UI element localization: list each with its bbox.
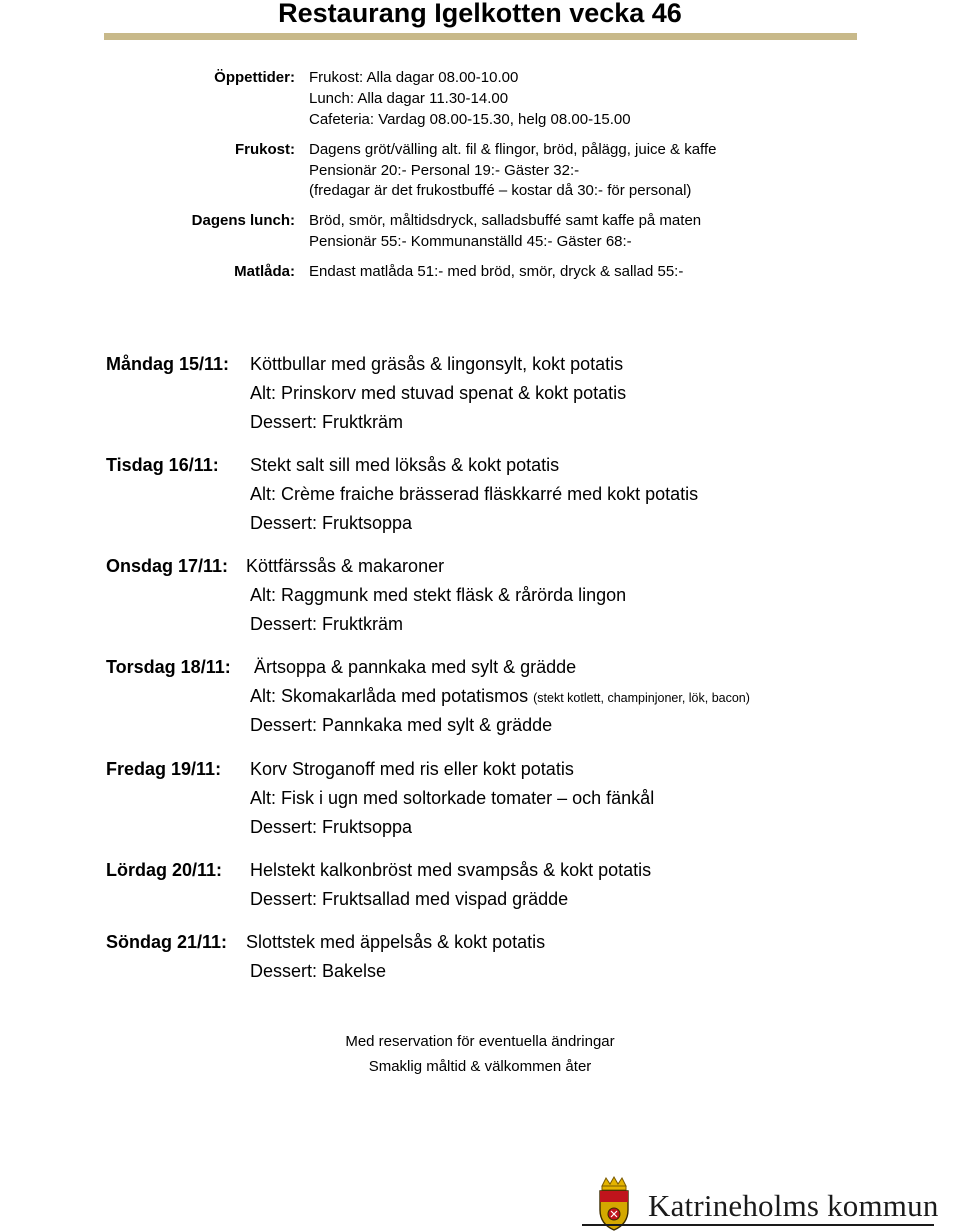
dish-dessert: Dessert: Fruktkräm bbox=[250, 412, 404, 432]
municipality-name: Katrineholms kommun bbox=[648, 1188, 939, 1223]
opening-hours-label: Öppettider: bbox=[214, 69, 295, 86]
logo-underline bbox=[582, 1224, 934, 1226]
footer-greeting: Smaklig måltid & välkommen åter bbox=[368, 1058, 592, 1075]
breakfast-line: Dagens gröt/välling alt. fil & flingor, bröd, pålägg, juice & kaffe bbox=[309, 141, 717, 158]
takeaway-label: Matlåda: bbox=[234, 263, 295, 280]
footer-disclaimer: Med reservation för eventuella ändringar bbox=[345, 1033, 615, 1050]
day-label-friday: Fredag 19/11: bbox=[106, 759, 222, 779]
lunch-label: Dagens lunch: bbox=[191, 212, 295, 229]
breakfast-label: Frukost: bbox=[235, 141, 295, 158]
takeaway-line: Endast matlåda 51:- med bröd, smör, dryck & sallad 55:- bbox=[309, 263, 684, 280]
day-label-thursday: Torsdag 18/11: bbox=[106, 657, 231, 677]
dish-dessert: Dessert: Pannkaka med sylt & grädde bbox=[250, 715, 553, 735]
opening-hours-line: Frukost: Alla dagar 08.00-10.00 bbox=[309, 69, 519, 86]
day-label-tuesday: Tisdag 16/11: bbox=[106, 455, 219, 475]
day-label-sunday: Söndag 21/11: bbox=[106, 932, 228, 952]
breakfast-line: Pensionär 20:- Personal 19:- Gäster 32:- bbox=[309, 162, 580, 179]
dish-dessert: Dessert: Fruktsallad med vispad grädde bbox=[250, 889, 569, 909]
dish-note: (stekt kotlett, champinjoner, lök, bacon) bbox=[533, 691, 750, 705]
page-title: Restaurang Igelkotten vecka 46 bbox=[278, 0, 682, 28]
lunch-line: Pensionär 55:- Kommunanställd 45:- Gäster 68:- bbox=[309, 233, 632, 250]
dish-main: Köttfärssås & makaroner bbox=[246, 556, 445, 576]
dish-dessert: Dessert: Fruktsoppa bbox=[250, 817, 413, 837]
dish-dessert: Dessert: Fruktsoppa bbox=[250, 513, 413, 533]
opening-hours-line: Lunch: Alla dagar 11.30-14.00 bbox=[309, 90, 509, 107]
dish-dessert: Dessert: Fruktkräm bbox=[250, 614, 404, 634]
breakfast-line: (fredagar är det frukostbuffé – kostar då 30:- för personal) bbox=[309, 182, 692, 199]
dish-dessert: Dessert: Bakelse bbox=[250, 961, 387, 981]
dish-alt: Alt: Crème fraiche brässerad fläskkarré med kokt potatis bbox=[250, 484, 699, 504]
day-label-wednesday: Onsdag 17/11: bbox=[106, 556, 229, 576]
dish-alt bbox=[250, 684, 750, 710]
opening-hours-line: Cafeteria: Vardag 08.00-15.30, helg 08.00-15.00 bbox=[309, 111, 631, 128]
dish-main: Korv Stroganoff med ris eller kokt potatis bbox=[250, 759, 574, 779]
dish-alt-text: Alt: Skomakarlåda med potatismos bbox=[250, 686, 529, 706]
municipality-logo bbox=[582, 1176, 942, 1232]
lunch-line: Bröd, smör, måltidsdryck, salladsbuffé samt kaffe på maten bbox=[309, 212, 702, 229]
dish-main: Slottstek med äppelsås & kokt potatis bbox=[246, 932, 546, 952]
title-underline bbox=[104, 33, 857, 40]
dish-main: Köttbullar med gräsås & lingonsylt, kokt potatis bbox=[250, 354, 624, 374]
dish-main: Ärtsoppa & pannkaka med sylt & grädde bbox=[254, 657, 577, 677]
dish-alt: Alt: Prinskorv med stuvad spenat & kokt potatis bbox=[250, 383, 627, 403]
dish-alt: Alt: Fisk i ugn med soltorkade tomater – och fänkål bbox=[250, 788, 655, 808]
dish-alt: Alt: Raggmunk med stekt fläsk & rårörda lingon bbox=[250, 585, 627, 605]
dish-main: Stekt salt sill med löksås & kokt potatis bbox=[250, 455, 560, 475]
dish-main: Helstekt kalkonbröst med svampsås & kokt potatis bbox=[250, 860, 652, 880]
day-label-saturday: Lördag 20/11: bbox=[106, 860, 223, 880]
day-label-monday: Måndag 15/11: bbox=[106, 354, 230, 374]
